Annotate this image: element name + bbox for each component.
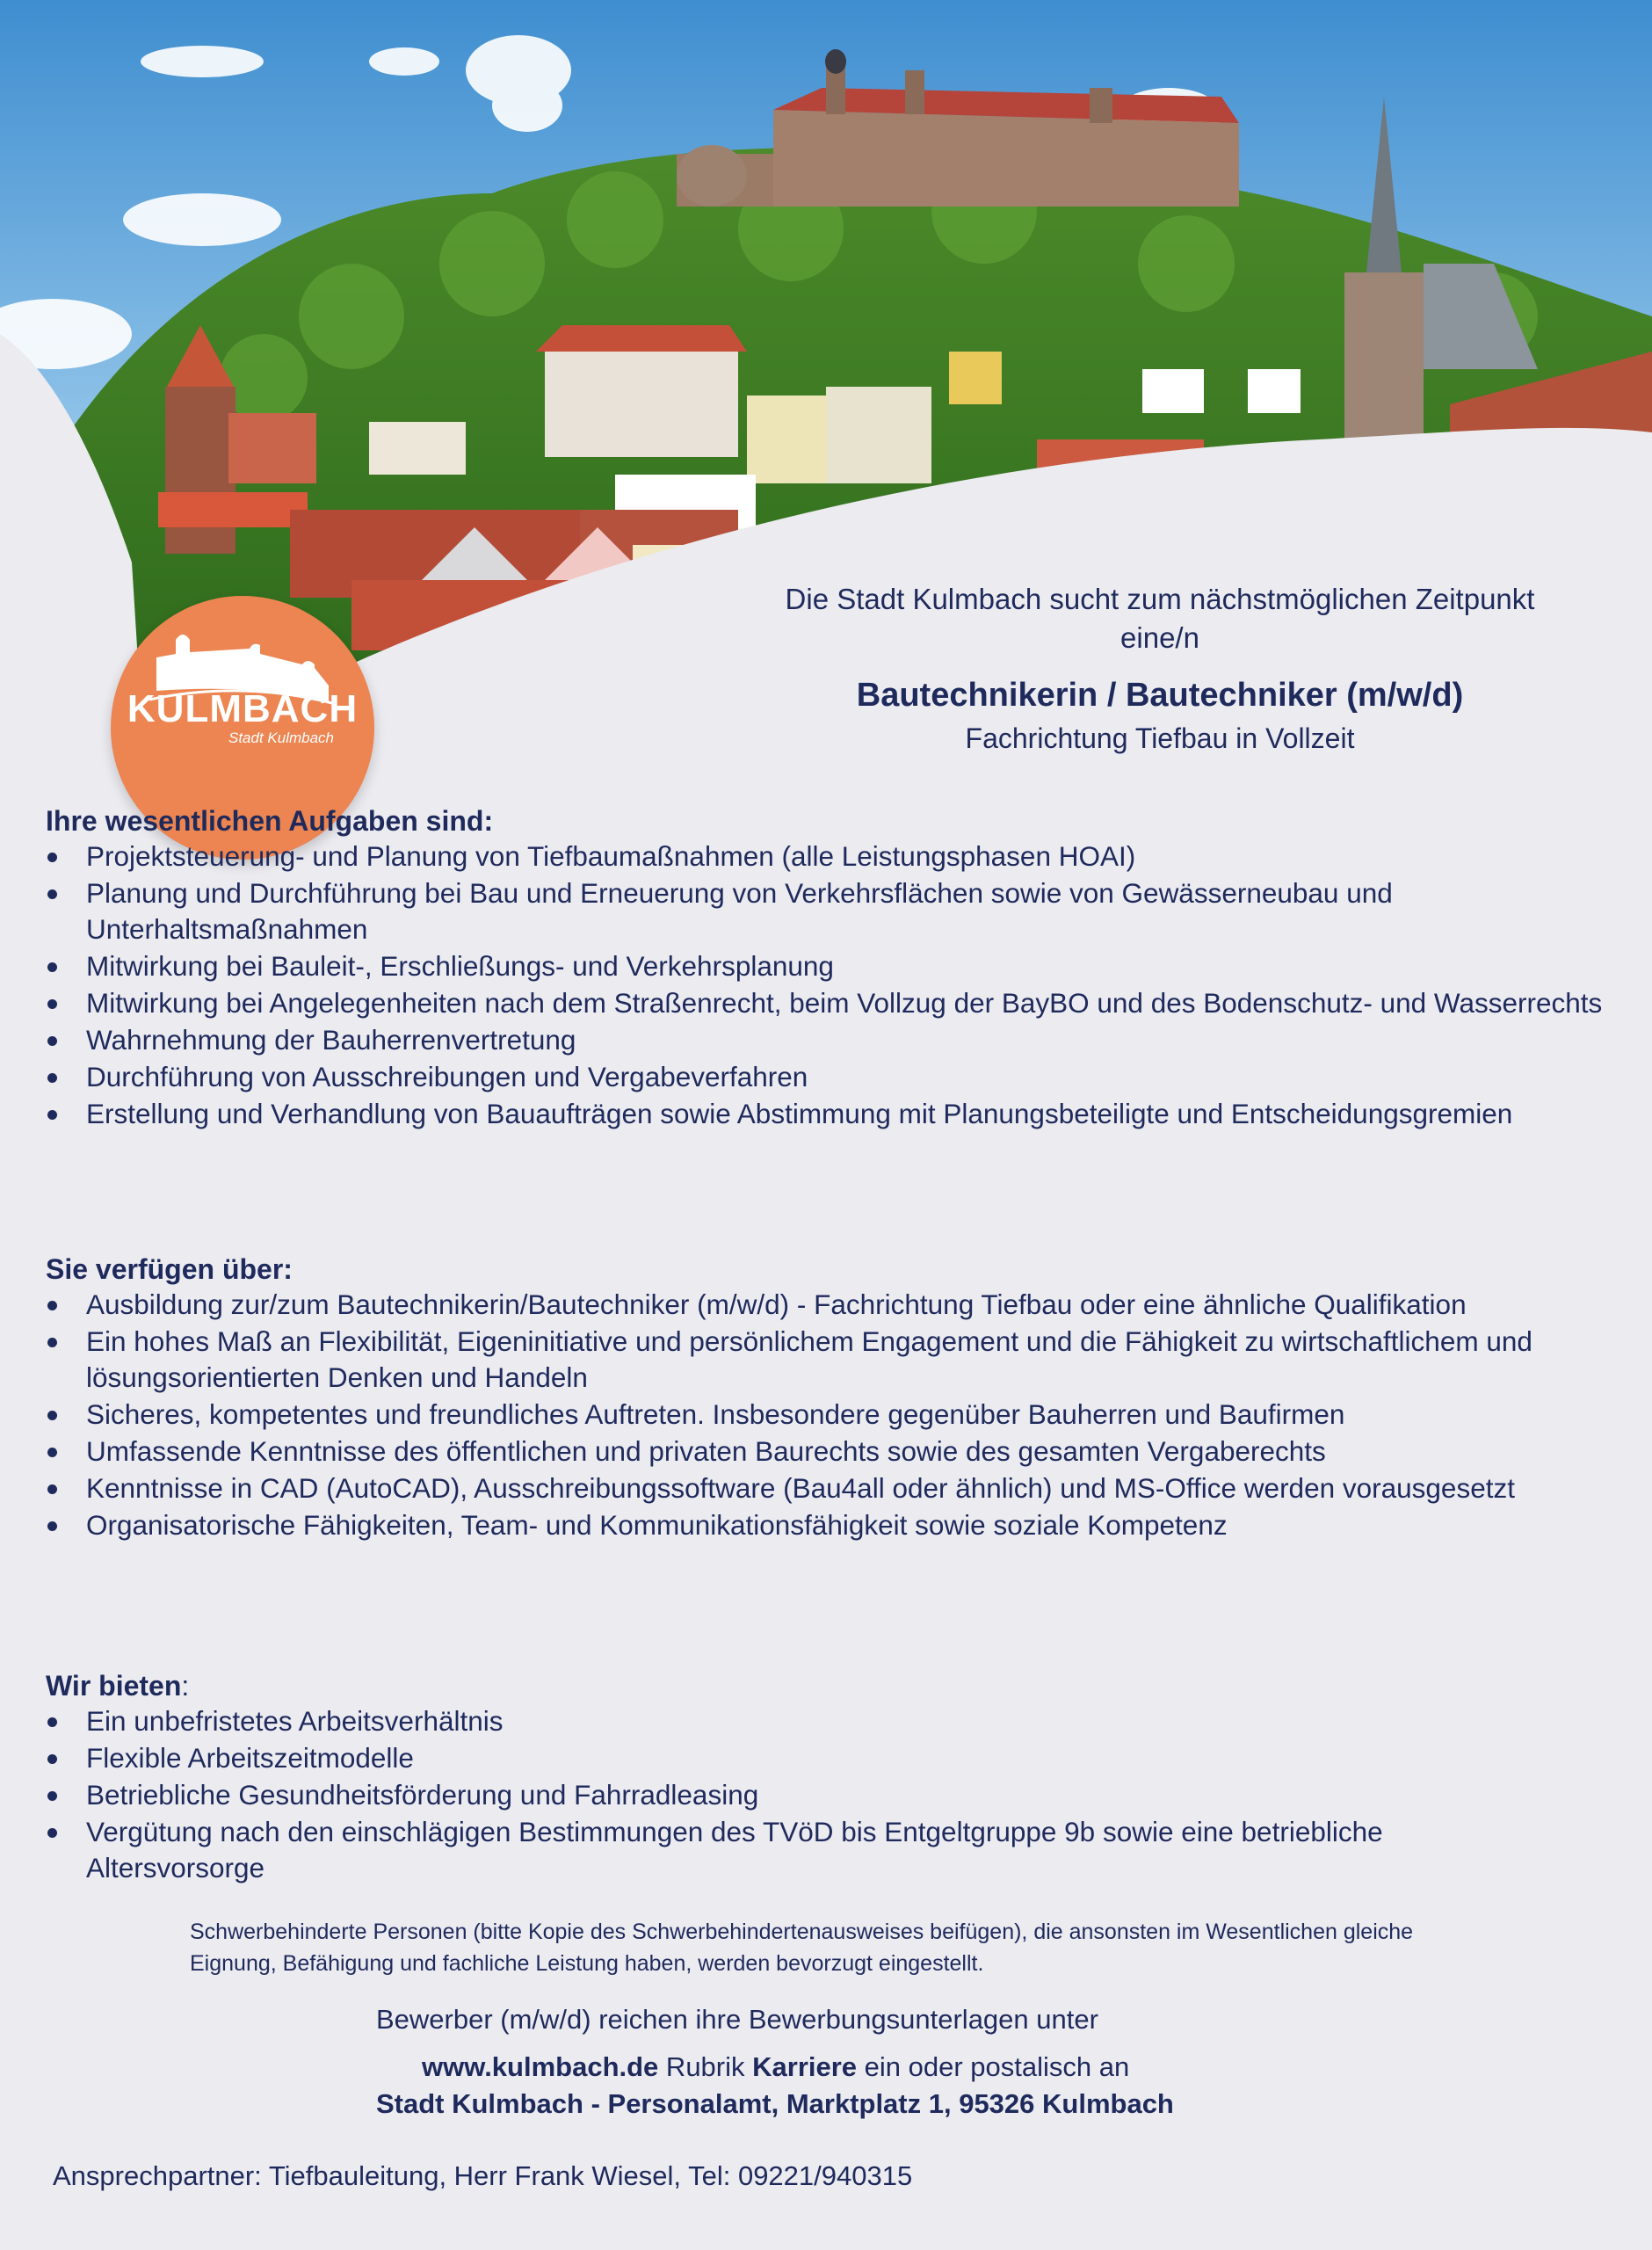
bullet-icon [47,999,57,1009]
list-item: Vergütung nach den einschlägigen Bestimmungen des TVöD bis Entgeltgruppe 9b sowie eine betriebliche Altersvorsorge [46,1814,1562,1886]
apply-line: Bewerber (m/w/d) reichen ihre Bewerbungsunterlagen unter [376,2004,1098,2035]
list-item: Sicheres, kompetentes und freundliches Auftreten. Insbesondere gegenüber Bauherren und Baufirmen [46,1397,1645,1433]
list-item: Wahrnehmung der Bauherrenvertretung [46,1022,1645,1058]
bullet-icon [47,1036,57,1046]
bullet-icon [47,1521,57,1531]
offer-heading: Wir bieten: [46,1670,190,1702]
list-item: Betriebliche Gesundheitsförderung und Fahrradleasing [46,1777,1645,1813]
bullet-icon [47,1301,57,1310]
job-subtitle: Fachrichtung Tiefbau in Vollzeit [965,722,1355,754]
list-item: Ein unbefristetes Arbeitsverhältnis [46,1703,1645,1739]
offer-section [46,1668,1645,1887]
apply-website-line: www.kulmbach.de Rubrik Karriere ein oder postalisch an [422,2051,1130,2082]
list-item: Organisatorische Fähigkeiten, Team- und Kommunikationsfähigkeit sowie soziale Kompetenz [46,1507,1645,1543]
logo-title: KULMBACH [127,687,359,730]
bullet-icon [47,1411,57,1420]
website-link[interactable]: www.kulmbach.de [422,2051,659,2082]
offer-list [46,1703,1645,1886]
bullet-icon [47,1754,57,1764]
disability-notice: Schwerbehinderte Personen (bitte Kopie des Schwerbehindertenausweises beifügen), die ansonsten im Wesentlichen gleiche Eignung, Befähigung und fachliche Leistung haben, werden bevorzugt eingestellt. [190,1920,1414,1976]
bullet-icon [47,1484,57,1494]
bullet-icon [47,889,57,899]
bullet-icon [47,853,57,862]
list-item: Erstellung und Verhandlung von Bauaufträgen sowie Abstimmung mit Planungsbeteiligte und Entscheidungsgremien [46,1096,1645,1132]
intro-text [668,580,1652,657]
requirements-list [46,1287,1645,1543]
postal-address: Stadt Kulmbach - Personalamt, Marktplatz 1, 95326 Kulmbach [376,2088,1174,2119]
intro-line-2: eine/n [1120,621,1199,654]
intro-line-1: Die Stadt Kulmbach sucht zum nächstmöglichen Zeitpunkt [785,583,1535,615]
requirements-heading: Sie verfügen über: [46,1253,293,1285]
list-item: Kenntnisse in CAD (AutoCAD), Ausschreibungssoftware (Bau4all oder ähnlich) und MS-Office werden vorausgesetzt [46,1470,1645,1506]
list-item: Mitwirkung bei Bauleit-, Erschließungs- und Verkehrsplanung [46,948,1645,984]
list-item: Projektsteuerung- und Planung von Tiefbaumaßnahmen (alle Leistungsphasen HOAI) [46,838,1645,875]
list-item: Ausbildung zur/zum Bautechnikerin/Bautechniker (m/w/d) - Fachrichtung Tiefbau oder eine ähnliche Qualifikation [46,1287,1645,1323]
list-item: Ein hohes Maß an Flexibilität, Eigeninitiative und persönlichem Engagement und die Fähigkeit zu wirtschaftlichem und lösungsorientierten Denken und Handeln [46,1324,1645,1396]
list-item: Mitwirkung bei Angelegenheiten nach dem Straßenrecht, beim Vollzug der BayBO und des Bodenschutz- und Wasserrechts [46,985,1645,1021]
bullet-icon [47,1448,57,1457]
list-item: Planung und Durchführung bei Bau und Erneuerung von Verkehrsflächen sowie von Gewässerneubau und Unterhaltsmaßnahmen [46,875,1645,947]
tasks-list [46,838,1645,1132]
job-title: Bautechnikerin / Bautechniker (m/w/d) [856,677,1464,714]
bullet-icon [47,1828,57,1838]
tasks-section [46,803,1645,1133]
tasks-heading: Ihre wesentlichen Aufgaben sind: [46,805,494,837]
list-item: Flexible Arbeitszeitmodelle [46,1740,1645,1776]
list-item: Durchführung von Ausschreibungen und Vergabeverfahren [46,1059,1645,1095]
requirements-section [46,1252,1645,1544]
bullet-icon [47,962,57,972]
bullet-icon [47,1073,57,1083]
bullet-icon [47,1791,57,1801]
bullet-icon [47,1110,57,1120]
contact-person: Ansprechpartner: Tiefbauleitung, Herr Frank Wiesel, Tel: 09221/940315 [53,2160,913,2191]
list-item: Umfassende Kenntnisse des öffentlichen und privaten Baurechts sowie des gesamten Vergaberechts [46,1433,1645,1470]
logo-subtitle: Stadt Kulmbach [228,729,334,746]
bullet-icon [47,1717,57,1727]
bullet-icon [47,1338,57,1347]
karriere-label: Karriere [752,2051,858,2082]
